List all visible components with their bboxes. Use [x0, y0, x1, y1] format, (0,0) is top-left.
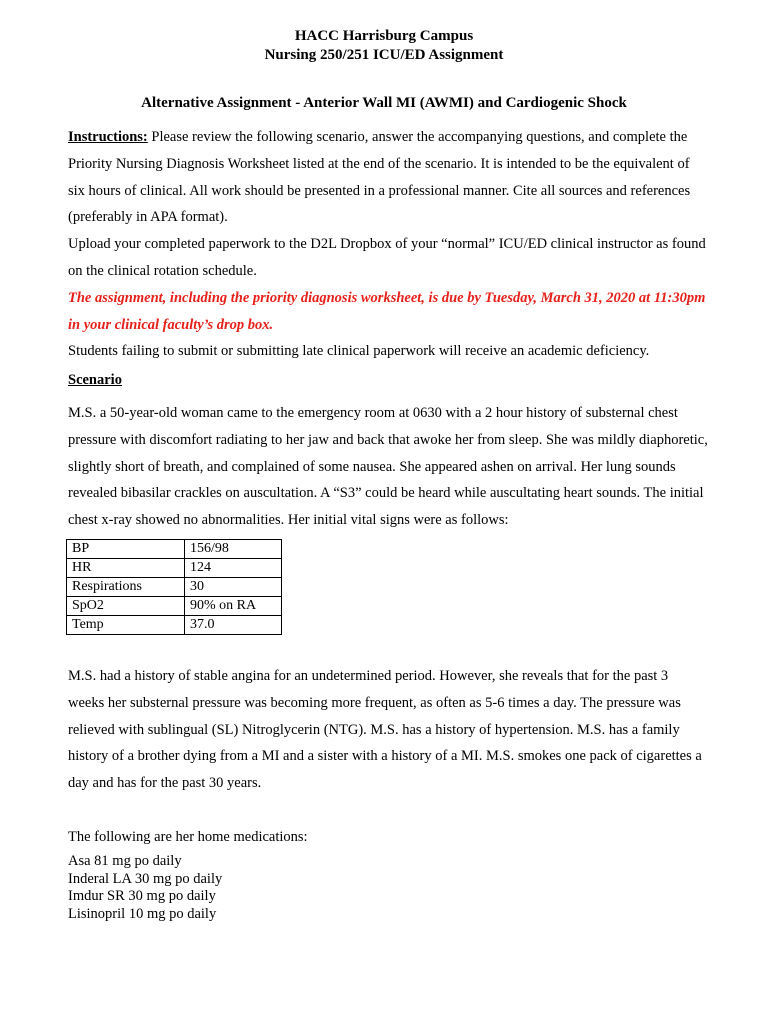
table-row [67, 559, 282, 578]
vital-label: BP [67, 540, 185, 559]
vital-label: Respirations [67, 578, 185, 597]
campus-heading: HACC Harrisburg Campus [294, 28, 474, 44]
table-row [67, 578, 282, 597]
vital-label: Temp [67, 616, 185, 635]
history-paragraph: M.S. had a history of stable angina for an undetermined period. However, she reveals that for the past 3 weeks her substernal pressure was becoming more frequent, as often as 5-6 times a day. The pressure was relieved with sublingual (SL) Nitroglycerin (NTG). M.S. has a history of hypertension. M.S. has a family history of a brother dying from a MI and a sister with a history of a MI. M.S. smokes one pack of cigarettes a day and has for the past 30 years. [68, 668, 702, 792]
vital-value: 90% on RA [185, 597, 282, 616]
scenario-heading: Scenario [68, 372, 122, 388]
table-row [67, 616, 282, 635]
instructions-paragraph [68, 124, 708, 231]
vital-value: 124 [185, 559, 282, 578]
vital-label: HR [67, 559, 185, 578]
vital-value: 30 [185, 578, 282, 597]
list-item: Imdur SR 30 mg po daily [68, 888, 216, 904]
table-row [67, 540, 282, 559]
instructions-section [68, 124, 708, 365]
scenario-paragraph: M.S. a 50-year-old woman came to the emergency room at 0630 with a 2 hour history of substernal chest pressure with discomfort radiating to her jaw and back that awoke her from sleep. She was mildly diaphoretic, slightly short of breath, and complained of some nausea. She appeared ashen on arrival. Her lung sounds revealed bibasilar crackles on auscultation. A “S3” could be heard while auscultating heart sounds. The initial chest x-ray showed no abnormalities. Her initial vital signs were as follows: [68, 405, 708, 529]
vital-label: SpO2 [67, 597, 185, 616]
list-item: Asa 81 mg po daily [68, 853, 182, 869]
vital-signs-table [66, 539, 282, 635]
course-heading: Nursing 250/251 ICU/ED Assignment [264, 47, 504, 63]
instructions-label: Instructions: [68, 129, 148, 145]
vital-value: 37.0 [185, 616, 282, 635]
vital-value: 156/98 [185, 540, 282, 559]
medication-list [68, 853, 222, 923]
late-warning: Students failing to submit or submitting late clinical paperwork will receive an academic deficiency. [68, 343, 650, 360]
instructions-text: Please review the following scenario, answer the accompanying questions, and complete the Priority Nursing Diagnosis Worksheet listed at the end of the scenario. It is intended to be the equivalent of six hours of clinical. All work should be presented in a professional manner. Cite all sources and references (preferably in APA format). [68, 129, 691, 226]
table-row [67, 597, 282, 616]
medications-intro: The following are her home medications: [68, 829, 308, 845]
due-date-notice: The assignment, including the priority diagnosis worksheet, is due by Tuesday, March 31, 2020 at 11:30pm in your clinical faculty’s drop box. [68, 289, 706, 333]
list-item: Inderal LA 30 mg po daily [68, 870, 223, 887]
upload-instructions: Upload your completed paperwork to the D2L Dropbox of your “normal” ICU/ED clinical instructor as found on the clinical rotation schedule. [68, 236, 706, 279]
list-item: Lisinopril 10 mg po daily [68, 905, 217, 922]
assignment-title: Alternative Assignment - Anterior Wall MI (AWMI) and Cardiogenic Shock [141, 95, 627, 111]
